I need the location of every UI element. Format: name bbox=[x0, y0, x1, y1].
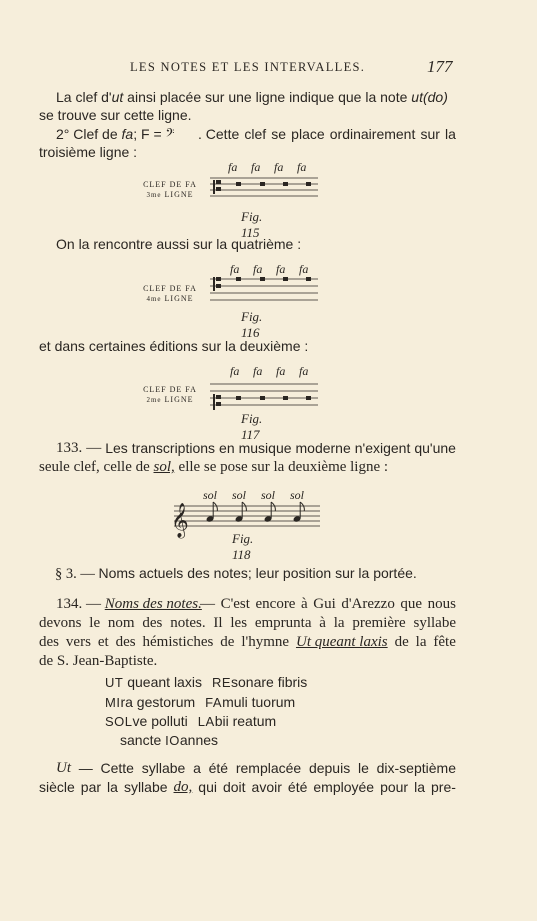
para-dash: — bbox=[82, 596, 105, 612]
syllable: sol bbox=[261, 488, 276, 502]
syllable: fa bbox=[274, 160, 284, 174]
intro-ut: ut bbox=[411, 89, 423, 105]
item2-line-2: troisième ligne : bbox=[39, 144, 138, 160]
syllable: sol bbox=[290, 488, 305, 502]
para-number: 134. bbox=[56, 596, 83, 612]
note-head bbox=[283, 182, 288, 186]
hymn-text: sonare fibris bbox=[231, 674, 308, 690]
syllable: fa bbox=[230, 364, 240, 378]
fig116-caption: Fig. 116 bbox=[241, 309, 263, 340]
word: Les bbox=[105, 440, 128, 456]
para-ut-line-2 bbox=[39, 779, 456, 796]
word: le bbox=[89, 615, 101, 631]
note-head bbox=[306, 396, 311, 400]
word: . Cette bbox=[198, 126, 240, 142]
note-head bbox=[260, 396, 265, 400]
hymn-text: ra gestorum bbox=[120, 694, 196, 710]
fig117-caption: Fig. 117 bbox=[241, 411, 263, 442]
note-head bbox=[236, 182, 241, 186]
word: et bbox=[97, 634, 109, 650]
word: des bbox=[39, 634, 59, 650]
word: la bbox=[107, 779, 118, 795]
word: la bbox=[333, 615, 345, 631]
word: place bbox=[291, 126, 325, 142]
intro-text: La clef d' bbox=[56, 89, 112, 105]
text-deuxieme: et dans certaines éditions sur la deuxième : bbox=[39, 338, 309, 354]
fig115-caption: Fig. 115 bbox=[241, 209, 263, 240]
para134-line-3 bbox=[39, 634, 456, 651]
word: syllabe bbox=[413, 615, 456, 631]
hymn-line-4 bbox=[120, 732, 218, 748]
word: nous bbox=[427, 596, 456, 612]
word: notes. bbox=[170, 615, 206, 631]
word: par bbox=[80, 779, 102, 795]
page-number: 177 bbox=[427, 57, 453, 76]
word: — bbox=[78, 760, 93, 776]
para134-line-1-head bbox=[56, 596, 202, 613]
word: — bbox=[86, 440, 102, 456]
word: — bbox=[200, 596, 215, 612]
word: devons bbox=[39, 615, 82, 631]
fa-clef-icon bbox=[213, 180, 221, 194]
hymn-syllable: RE bbox=[211, 675, 232, 690]
item2-text: 2° Clef de bbox=[56, 126, 122, 142]
word: nom bbox=[107, 615, 135, 631]
hymn-text: bii reatum bbox=[214, 713, 277, 729]
fig117-syllables bbox=[230, 364, 322, 379]
item2-line-1-tail bbox=[198, 126, 456, 142]
word: des bbox=[142, 615, 163, 631]
fig116-label bbox=[140, 284, 200, 304]
section-mark: § 3. bbox=[55, 566, 77, 582]
word: encore bbox=[255, 596, 296, 612]
word: fête bbox=[433, 634, 456, 650]
running-head-title: LES NOTES ET LES INTERVALLES. bbox=[130, 60, 366, 74]
para-text: elle se pose sur la deuxième ligne : bbox=[174, 459, 389, 475]
label-line: CLEF DE FA bbox=[143, 385, 197, 394]
word: première bbox=[352, 615, 406, 631]
word: depuis bbox=[308, 760, 351, 776]
word: la bbox=[414, 779, 426, 795]
word: le bbox=[357, 760, 369, 776]
hymn-syllable: MI bbox=[105, 695, 121, 710]
intro-line-2: se trouve sur cette ligne. bbox=[39, 107, 192, 123]
word-do: do, bbox=[173, 779, 193, 795]
syllable: sol bbox=[203, 488, 218, 502]
word: en bbox=[219, 440, 235, 456]
word: syllabe bbox=[123, 779, 168, 795]
word: avoir bbox=[251, 779, 282, 795]
word: syllabe bbox=[141, 760, 186, 776]
fig116-syllables bbox=[230, 262, 322, 277]
hymn-syllable: LA bbox=[197, 714, 215, 729]
word: Gui bbox=[313, 596, 336, 612]
syllable: sol bbox=[232, 488, 247, 502]
note-head bbox=[283, 396, 288, 400]
word: emprunta bbox=[254, 615, 312, 631]
intro-ut: ut bbox=[111, 89, 124, 105]
word: remplacée bbox=[235, 760, 302, 776]
quaver-note-icon bbox=[206, 502, 218, 523]
hymn-text: muli tuorum bbox=[222, 694, 296, 710]
word: été bbox=[208, 760, 229, 776]
para-text: seule clef, celle de bbox=[39, 459, 154, 475]
quaver-note-icon bbox=[293, 502, 305, 523]
syllable: fa bbox=[276, 364, 286, 378]
text-quatrieme: On la rencontre aussi sur la quatrième : bbox=[56, 236, 302, 252]
word: été bbox=[287, 779, 308, 795]
fig117-label bbox=[140, 385, 200, 405]
para134-line-4: de S. Jean-Baptiste. bbox=[39, 653, 158, 669]
syllable: fa bbox=[253, 364, 263, 378]
item2-fa: fa bbox=[121, 126, 134, 142]
word: siècle bbox=[39, 779, 75, 795]
word: à bbox=[301, 596, 308, 612]
word: se bbox=[271, 126, 287, 142]
word: doit bbox=[222, 779, 246, 795]
section-3-heading bbox=[55, 565, 417, 583]
hymn-text: sancte bbox=[120, 732, 166, 748]
syllable: fa bbox=[299, 364, 309, 378]
label-sup: 3me bbox=[146, 191, 162, 199]
word: musique bbox=[238, 440, 292, 456]
word: transcriptions bbox=[131, 440, 216, 456]
para133-line-2 bbox=[39, 459, 388, 476]
word: n'exigent bbox=[354, 440, 411, 456]
fig115-staff bbox=[206, 176, 322, 206]
label-sup: 4me bbox=[146, 295, 162, 303]
syllable: fa bbox=[251, 160, 261, 174]
note-head bbox=[283, 277, 288, 281]
label-text: LIGNE bbox=[161, 395, 194, 404]
para134-line-1-tail bbox=[200, 596, 456, 613]
hymn-line-1 bbox=[105, 674, 307, 690]
label-line bbox=[140, 395, 200, 405]
label-line bbox=[140, 294, 200, 304]
hymn-text: annes bbox=[179, 732, 219, 748]
word: ordinairement bbox=[329, 126, 416, 142]
syllable: fa bbox=[253, 262, 263, 276]
syllable: fa bbox=[228, 160, 238, 174]
word: la bbox=[445, 126, 456, 142]
para-heading: Noms des notes. bbox=[104, 596, 202, 612]
fig115-syllables bbox=[228, 160, 320, 175]
label-line: CLEF DE FA bbox=[143, 180, 197, 189]
word: qui bbox=[198, 779, 217, 795]
hymn-syllable: SOL bbox=[105, 714, 133, 729]
fa-clef-icon bbox=[213, 277, 221, 291]
word: l'hymne bbox=[241, 634, 290, 650]
hymn-text: ve polluti bbox=[132, 713, 188, 729]
word: de bbox=[220, 634, 235, 650]
para-ut-line-1 bbox=[56, 760, 456, 777]
hymn-title: Ut queant laxis bbox=[295, 634, 388, 650]
hymn-syllable: IO bbox=[165, 733, 180, 748]
quaver-note-icon bbox=[235, 502, 247, 523]
word: 133. bbox=[56, 440, 83, 456]
hymn-syllable: FA bbox=[205, 695, 223, 710]
label-text: LIGNE bbox=[161, 294, 194, 303]
syllable: fa bbox=[297, 160, 307, 174]
fa-clef-icon bbox=[213, 394, 221, 410]
word: a bbox=[193, 760, 201, 776]
intro-line-1 bbox=[56, 89, 448, 105]
word: moderne bbox=[295, 440, 351, 456]
word: employée bbox=[313, 779, 375, 795]
item2-text: ; F = bbox=[133, 126, 166, 142]
word: dix-septième bbox=[376, 760, 456, 776]
quaver-note-icon bbox=[264, 502, 276, 523]
running-head bbox=[0, 58, 537, 78]
word: à bbox=[319, 615, 326, 631]
word: la bbox=[415, 634, 427, 650]
word: pour bbox=[380, 779, 409, 795]
syllable: fa bbox=[299, 262, 309, 276]
word: les bbox=[230, 615, 248, 631]
note-head bbox=[306, 182, 311, 186]
intro-text: ainsi placée sur une ligne indique que la note bbox=[123, 89, 412, 105]
word: qu'une bbox=[414, 440, 456, 456]
note-head bbox=[236, 396, 241, 400]
word: pre- bbox=[431, 779, 456, 795]
label-line: CLEF DE FA bbox=[143, 284, 197, 293]
word: Cette bbox=[100, 760, 134, 776]
word: hémistiches bbox=[142, 634, 214, 650]
treble-clef-icon: 𝄞 bbox=[171, 503, 189, 538]
section-dash: — bbox=[76, 566, 99, 582]
para-sol: sol, bbox=[153, 459, 175, 475]
hymn-line-2 bbox=[105, 694, 295, 710]
word-ut: Ut bbox=[56, 760, 71, 776]
para133-line-1 bbox=[56, 440, 456, 457]
word: des bbox=[115, 634, 136, 650]
para134-line-2 bbox=[39, 615, 456, 632]
syllable: fa bbox=[276, 262, 286, 276]
hymn-syllable: UT bbox=[105, 675, 124, 690]
fig115-label bbox=[140, 180, 200, 200]
label-text: LIGNE bbox=[161, 190, 194, 199]
word: C'est bbox=[220, 596, 250, 612]
label-sup: 2me bbox=[146, 396, 162, 404]
note-head bbox=[260, 277, 265, 281]
intro-do: (do) bbox=[422, 89, 448, 105]
fig118-caption: Fig. 118 bbox=[232, 531, 254, 562]
fig116-staff bbox=[206, 276, 322, 310]
note-head bbox=[260, 182, 265, 186]
fa-clef-icon: 𝄢 bbox=[165, 127, 175, 143]
label-line bbox=[140, 190, 200, 200]
hymn-text: queant laxis bbox=[123, 674, 202, 690]
section-title: Noms actuels des notes; leur position sur la portée. bbox=[98, 565, 417, 581]
syllable: fa bbox=[230, 262, 240, 276]
word: de bbox=[394, 634, 409, 650]
word: vers bbox=[65, 634, 91, 650]
word: d'Arezzo bbox=[341, 596, 395, 612]
word: Il bbox=[213, 615, 223, 631]
word: sur bbox=[420, 126, 440, 142]
note-head bbox=[236, 277, 241, 281]
word: clef bbox=[244, 126, 267, 142]
fig117-staff bbox=[206, 380, 322, 414]
note-head bbox=[306, 277, 311, 281]
hymn-line-3 bbox=[105, 713, 276, 729]
word: que bbox=[400, 596, 423, 612]
